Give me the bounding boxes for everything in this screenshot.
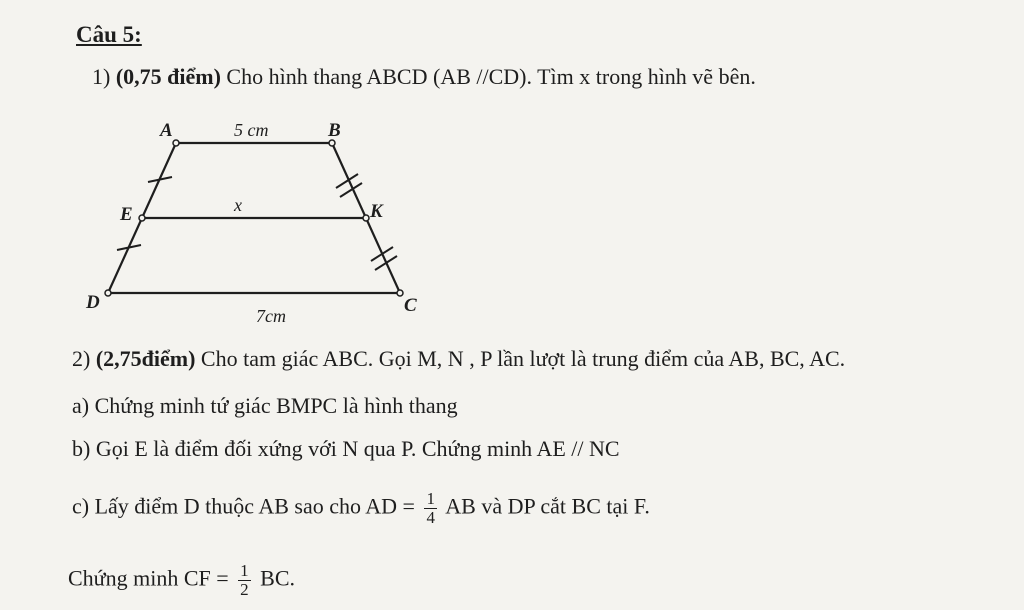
fraction-denominator: 4 bbox=[426, 508, 435, 527]
part1-number: 1) bbox=[92, 64, 111, 89]
tick-kc-1 bbox=[371, 247, 393, 261]
fraction-one-half bbox=[238, 562, 251, 599]
item-d-suffix: BC. bbox=[260, 565, 295, 591]
length-ab: 5 cm bbox=[234, 120, 269, 140]
length-dc: 7cm bbox=[256, 306, 286, 326]
part1-text: Cho hình thang ABCD (AB //CD). Tìm x trong hình vẽ bên. bbox=[226, 64, 756, 89]
label-c: C bbox=[404, 295, 417, 316]
part2-text: Cho tam giác ABC. Gọi M, N , P lần lượt là trung điểm của AB, BC, AC. bbox=[200, 346, 846, 371]
part2-points: (2,75điểm) bbox=[95, 346, 196, 371]
item-a: a) Chứng minh tứ giác BMPC là hình thang bbox=[72, 393, 458, 418]
part2-number: 2) bbox=[72, 346, 91, 371]
point-k bbox=[363, 215, 369, 221]
fraction-numerator: 1 bbox=[426, 489, 435, 508]
part1-points: (0,75 điểm) bbox=[115, 64, 221, 89]
item-c-prefix: c) Lấy điểm D thuộc AB sao cho AD = bbox=[72, 493, 415, 519]
fraction-one-quarter bbox=[424, 490, 437, 527]
question-heading: Câu 5: bbox=[76, 22, 142, 47]
label-e: E bbox=[120, 204, 133, 225]
item-c-suffix: AB và DP cắt BC tại F. bbox=[445, 493, 650, 519]
fraction-numerator: 1 bbox=[240, 561, 249, 580]
length-ek: x bbox=[234, 195, 242, 215]
item-d-prefix: Chứng minh CF = bbox=[68, 565, 229, 591]
trapezoid-figure bbox=[70, 110, 450, 340]
item-c bbox=[72, 490, 650, 527]
item-d bbox=[68, 562, 295, 599]
tick-kc-2 bbox=[375, 256, 397, 270]
label-k: K bbox=[370, 201, 383, 222]
label-b: B bbox=[328, 120, 341, 141]
item-b: b) Gọi E là điểm đối xứng với N qua P. Chứng minh AE // NC bbox=[72, 436, 620, 461]
point-d bbox=[105, 290, 111, 296]
part2-statement bbox=[72, 346, 845, 372]
point-c bbox=[397, 290, 403, 296]
label-d: D bbox=[86, 292, 100, 313]
fraction-denominator: 2 bbox=[240, 580, 249, 599]
part1-statement bbox=[92, 64, 756, 90]
point-a bbox=[173, 140, 179, 146]
label-a: A bbox=[160, 120, 173, 141]
point-e bbox=[139, 215, 145, 221]
